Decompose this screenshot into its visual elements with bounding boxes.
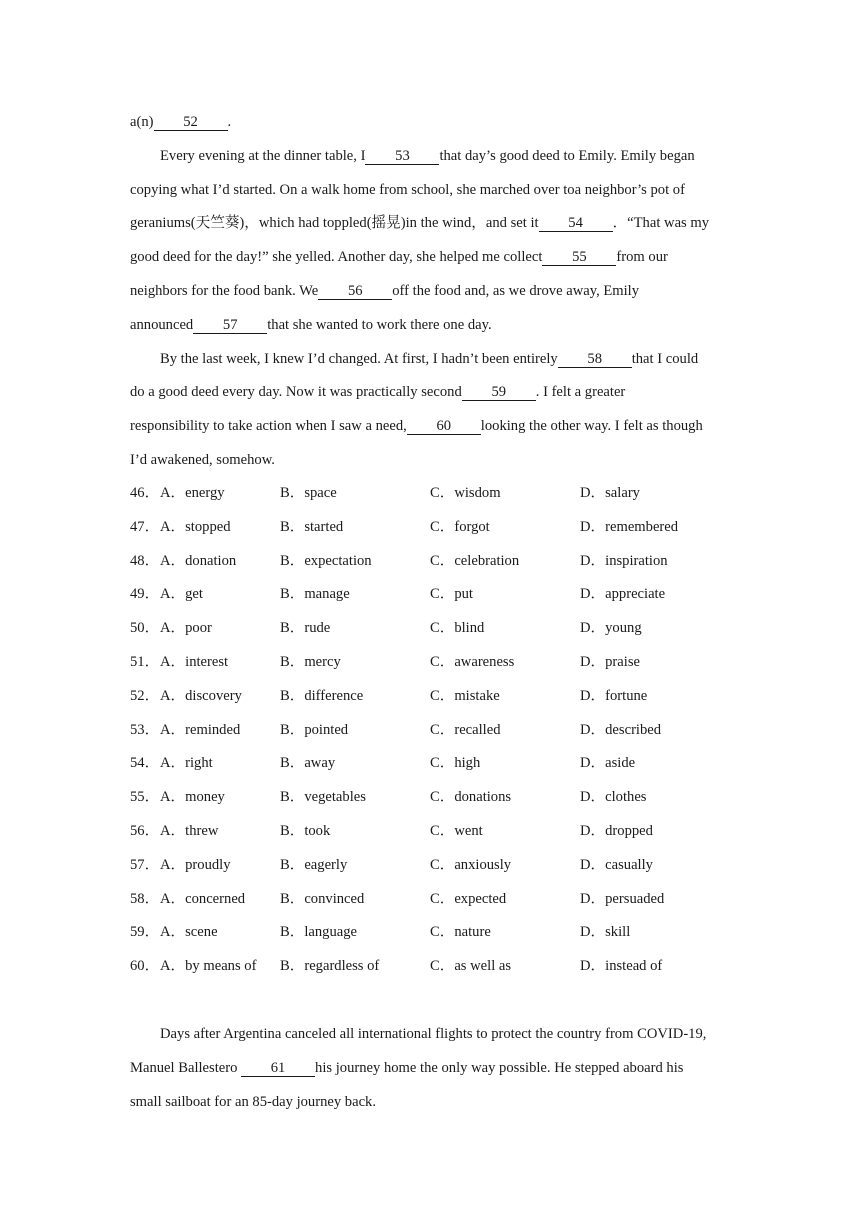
question-row: [130, 517, 770, 537]
question-row: [130, 483, 770, 503]
option-d: D．inspiration: [580, 552, 668, 569]
option-b: B．regardless of: [280, 958, 380, 975]
answer-blank: 54: [539, 216, 613, 232]
answer-blank: 53: [365, 149, 439, 165]
option-d: D．remembered: [580, 518, 679, 535]
option-b: B．away: [280, 755, 336, 772]
passage-text: do a good deed every day. Now it was practically second: [130, 384, 462, 401]
passage-text: announced: [130, 316, 194, 333]
question-row: [130, 652, 770, 672]
option-d: D．instead of: [580, 958, 663, 975]
option-d: D．clothes: [580, 789, 647, 806]
question-number: 46．: [130, 485, 160, 501]
passage-line: [130, 281, 639, 301]
answer-blank: 61: [241, 1061, 315, 1077]
option-c: C．awareness: [430, 654, 515, 670]
question-number: 59．: [130, 924, 160, 941]
passage-line: [130, 450, 275, 470]
question-number: 56．: [130, 823, 160, 839]
passage-line: [160, 146, 695, 166]
option-d: D．fortune: [580, 687, 648, 704]
passage-text: copying what I’d started. On a walk home from school, she marched over toa neighbor’s pot of: [130, 181, 685, 198]
option-c: C．wisdom: [430, 485, 501, 501]
passage-line: [130, 180, 685, 200]
option-d: D．appreciate: [580, 586, 666, 603]
answer-blank: 52: [154, 115, 228, 131]
option-b: B．vegetables: [280, 789, 366, 806]
passage-text: . I felt a greater: [535, 384, 626, 401]
question-row: [130, 787, 770, 807]
option-b: B．rude: [280, 620, 331, 637]
passage-text: that I could: [631, 350, 699, 367]
passage-text: neighbors for the food bank. We: [130, 283, 319, 299]
passage-text: good deed for the day!” she yelled. Another day, she helped me collect: [130, 249, 543, 266]
option-a: A．money: [160, 789, 225, 806]
question-row: [130, 855, 770, 875]
option-a: A．concerned: [160, 890, 246, 907]
option-c: C．went: [430, 823, 483, 839]
passage-text: responsibility to take action when I saw a need,: [130, 418, 407, 435]
option-d: D．aside: [580, 755, 636, 772]
passage-line: [130, 1058, 683, 1078]
option-d: D．casually: [580, 856, 653, 873]
option-c: C．high: [430, 755, 481, 772]
question-number: 50．: [130, 620, 160, 637]
option-a: A．stopped: [160, 518, 231, 535]
question-row: [130, 821, 770, 841]
option-c: C．donations: [430, 789, 512, 806]
passage-line: [160, 1024, 706, 1044]
passage-line: [130, 213, 709, 233]
option-a: A．get: [160, 586, 203, 603]
answer-blank: 56: [318, 284, 392, 300]
option-c: C．mistake: [430, 687, 500, 704]
question-row: [130, 956, 770, 976]
option-a: A．interest: [160, 654, 229, 670]
option-a: A．threw: [160, 823, 219, 839]
question-number: 48．: [130, 552, 160, 569]
passage-line: [130, 112, 231, 132]
question-row: [130, 922, 770, 942]
option-c: C．nature: [430, 924, 491, 941]
option-d: D．skill: [580, 924, 631, 941]
passage-text: that she wanted to work there one day.: [267, 316, 492, 333]
passage-line: [130, 1092, 376, 1112]
option-a: A．reminded: [160, 721, 241, 738]
passage-text: off the food and, as we drove away, Emily: [392, 283, 640, 299]
answer-blank: 55: [542, 250, 616, 266]
option-c: C．recalled: [430, 721, 501, 738]
passage-text: from our: [616, 249, 668, 266]
passage-text: looking the other way. I felt as though: [480, 418, 703, 435]
question-number: 55．: [130, 789, 160, 806]
passage-line: [160, 349, 698, 369]
passage-text: .: [227, 114, 232, 130]
answer-blank: 60: [407, 419, 481, 435]
passage-text: I’d awakened, somehow.: [130, 452, 275, 468]
option-b: B．mercy: [280, 654, 341, 670]
passage-text: his journey home the only way possible. He stepped aboard his: [315, 1060, 684, 1076]
option-c: C．anxiously: [430, 856, 512, 873]
question-number: 49．: [130, 586, 160, 603]
question-row: [130, 753, 770, 773]
question-row: [130, 584, 770, 604]
passage-text: ．“That was my: [612, 215, 710, 232]
question-number: 58．: [130, 890, 160, 907]
passage-text: geraniums(天竺葵)，which had toppled(摇晃)in the wind，and set it: [130, 215, 539, 232]
option-d: D．salary: [580, 485, 640, 501]
option-b: B．language: [280, 924, 358, 941]
option-b: B．took: [280, 823, 331, 839]
option-c: C．forgot: [430, 518, 490, 535]
option-d: D．praise: [580, 654, 640, 670]
passage-text: By the last week, I knew I’d changed. At first, I hadn’t been entirely: [160, 350, 558, 367]
option-a: A．donation: [160, 552, 237, 569]
option-d: D．dropped: [580, 823, 653, 839]
option-b: B．pointed: [280, 721, 349, 738]
option-b: B．difference: [280, 687, 364, 704]
option-c: C．celebration: [430, 552, 520, 569]
passage-text: Every evening at the dinner table, I: [160, 147, 366, 164]
answer-blank: 59: [462, 385, 536, 401]
option-d: D．young: [580, 620, 642, 637]
option-a: A．proudly: [160, 856, 231, 873]
passage-text: small sailboat for an 85-day journey back.: [130, 1094, 376, 1110]
option-c: C．expected: [430, 890, 507, 907]
option-a: A．discovery: [160, 687, 242, 704]
passage-text: Days after Argentina canceled all international flights to protect the country from COVID-19,: [160, 1026, 707, 1042]
question-number: 51．: [130, 654, 160, 670]
question-row: [130, 720, 770, 740]
question-row: [130, 686, 770, 706]
option-c: C．blind: [430, 620, 485, 637]
question-number: 57．: [130, 856, 160, 873]
question-number: 54．: [130, 755, 160, 772]
answer-blank: 58: [558, 352, 632, 368]
option-c: C．put: [430, 586, 473, 603]
option-b: B．expectation: [280, 552, 372, 569]
option-b: B．eagerly: [280, 856, 348, 873]
passage-line: [130, 315, 492, 335]
option-a: A．energy: [160, 485, 225, 501]
passage-text: that day’s good deed to Emily. Emily began: [439, 147, 695, 164]
question-number: 60．: [130, 958, 160, 975]
passage-line: [130, 382, 625, 402]
option-b: B．convinced: [280, 890, 365, 907]
answer-blank: 57: [193, 318, 267, 334]
passage-line: [130, 416, 703, 436]
option-a: A．poor: [160, 620, 212, 637]
passage-text: Manuel Ballestero: [130, 1060, 242, 1076]
option-b: B．space: [280, 485, 337, 501]
option-a: A．scene: [160, 924, 218, 941]
question-number: 52．: [130, 687, 160, 704]
passage-line: [130, 247, 668, 267]
question-row: [130, 618, 770, 638]
option-b: B．manage: [280, 586, 350, 603]
passage-text: a(n): [130, 114, 154, 130]
question-row: [130, 551, 770, 571]
question-number: 53．: [130, 721, 160, 738]
option-a: A．right: [160, 755, 213, 772]
option-d: D．described: [580, 721, 662, 738]
option-b: B．started: [280, 518, 344, 535]
option-d: D．persuaded: [580, 890, 665, 907]
question-number: 47．: [130, 518, 160, 535]
option-c: C．as well as: [430, 958, 512, 975]
question-row: [130, 889, 770, 909]
option-a: A．by means of: [160, 958, 257, 975]
